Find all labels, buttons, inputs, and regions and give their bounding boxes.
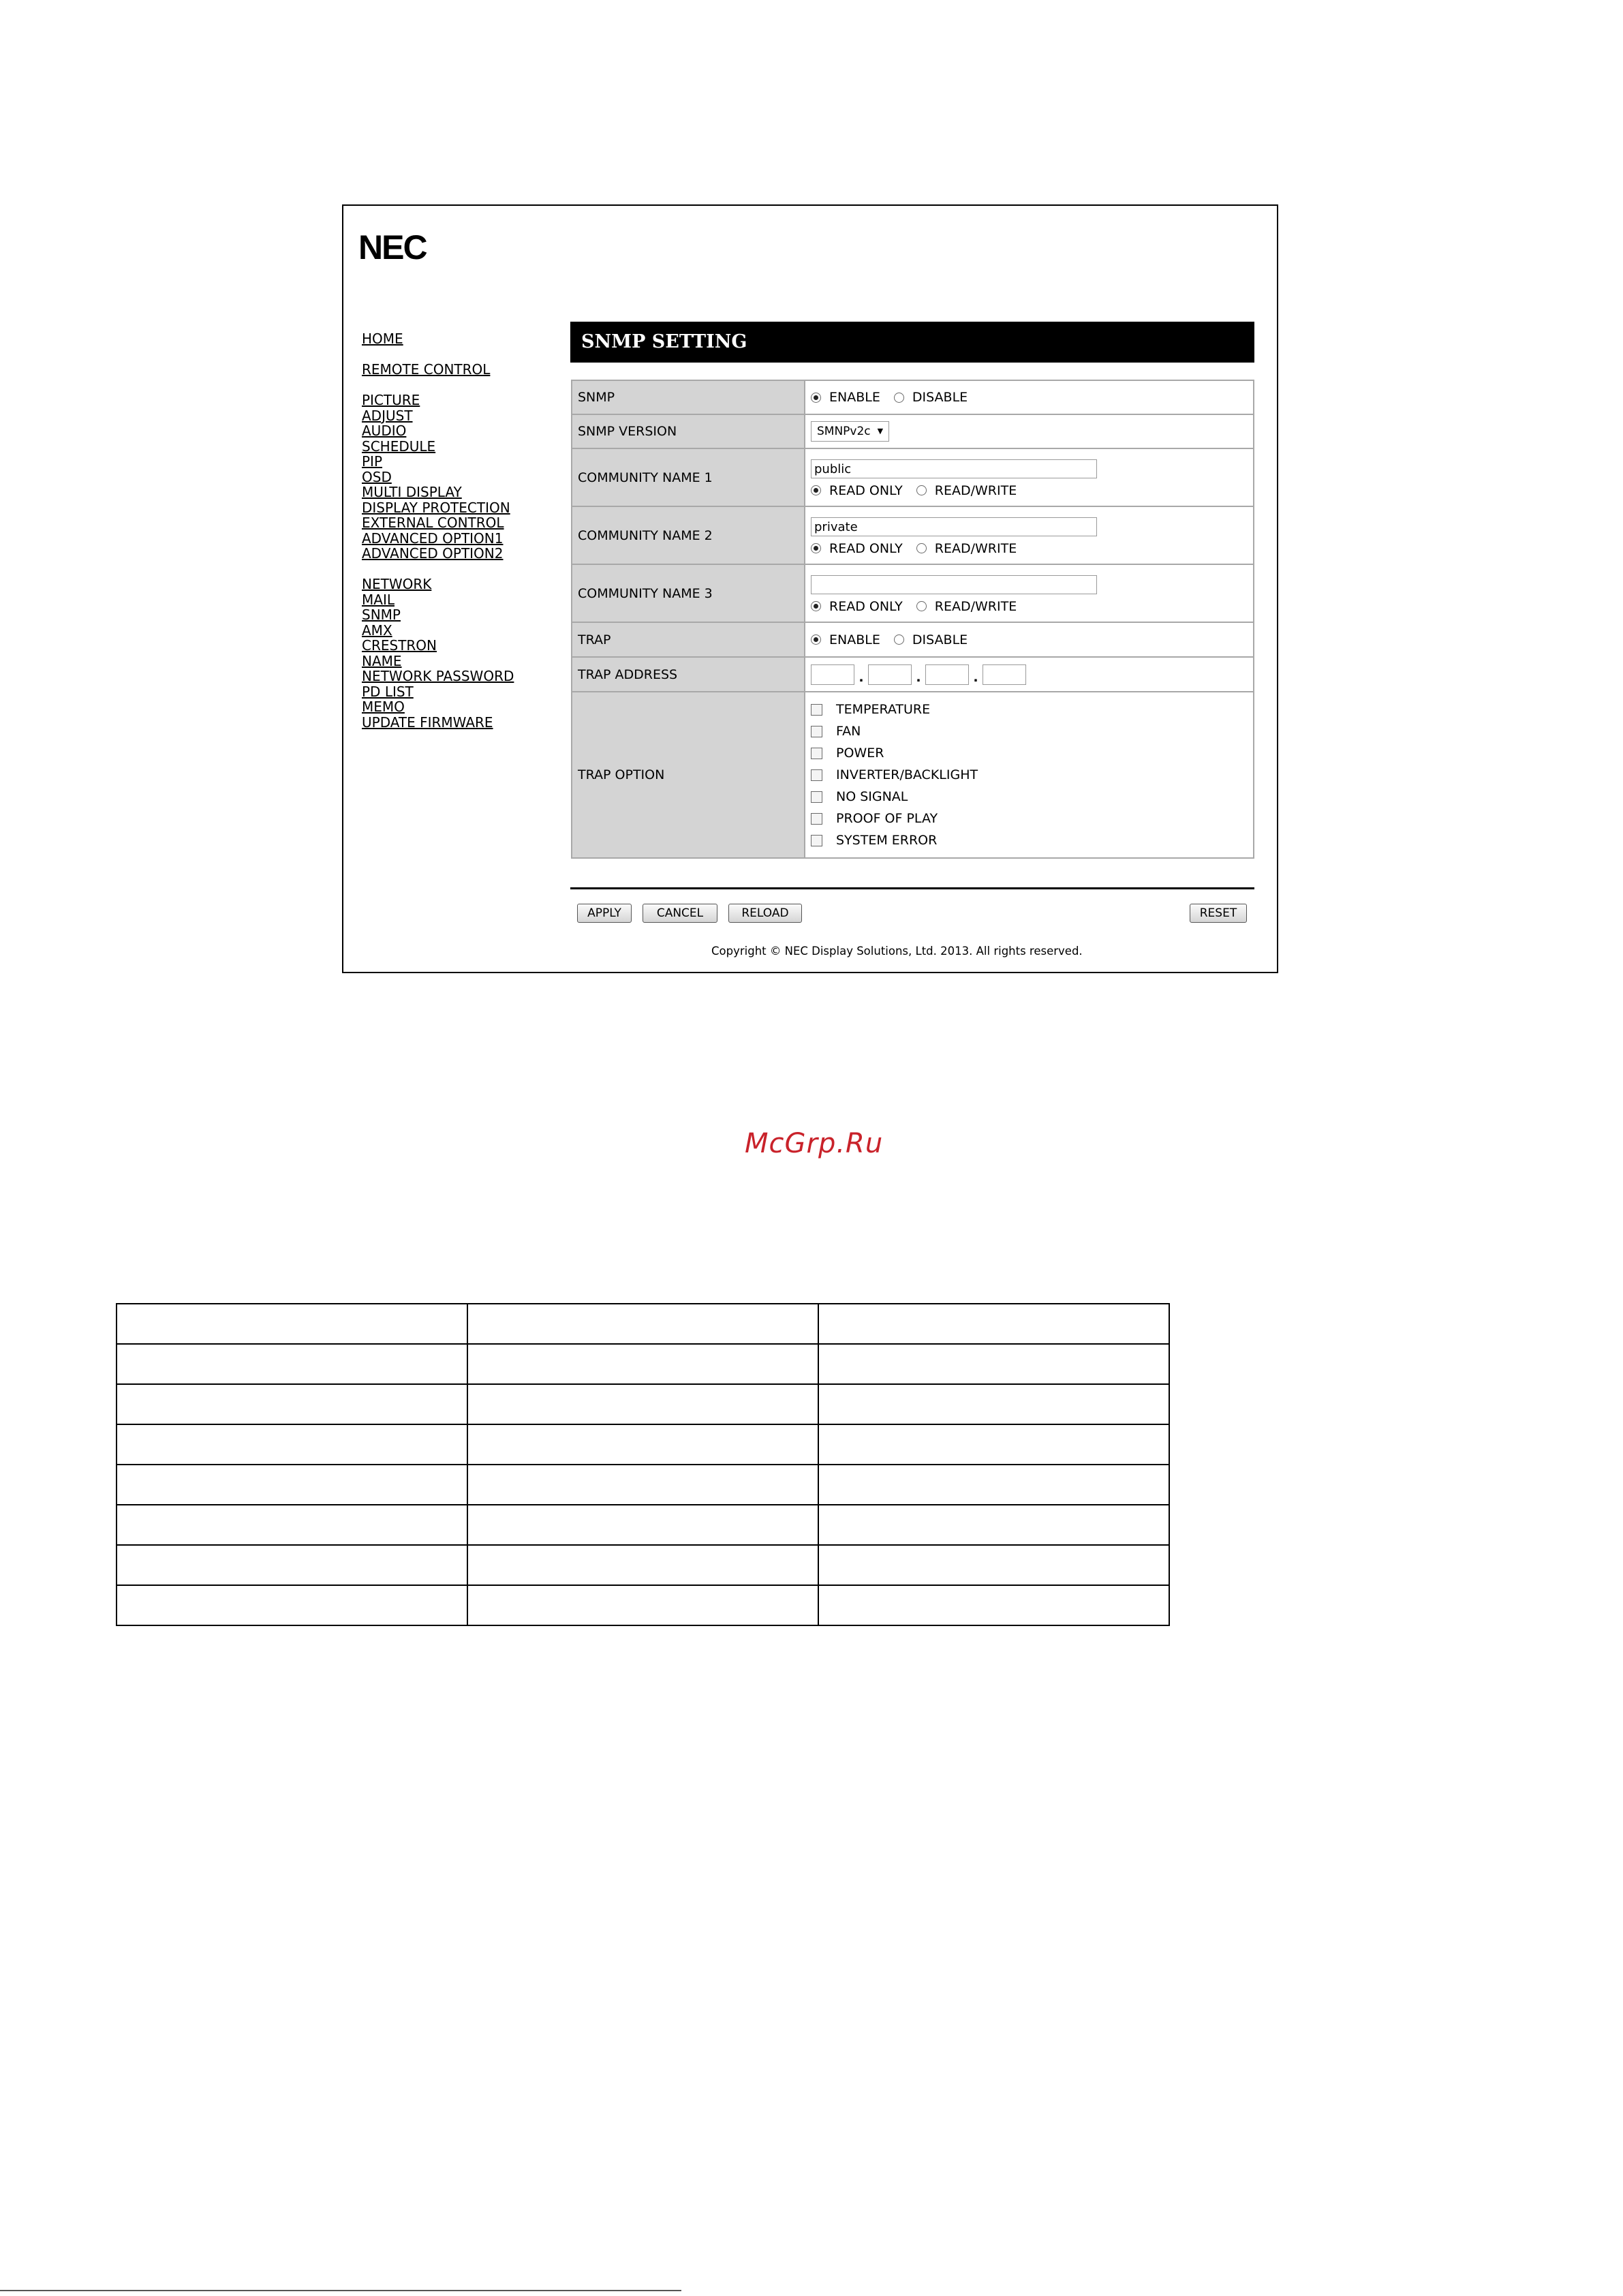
divider bbox=[570, 887, 1254, 889]
nav-memo[interactable]: MEMO bbox=[362, 699, 405, 715]
community-1-read-only-radio[interactable] bbox=[811, 485, 821, 495]
table-cell bbox=[818, 1304, 1169, 1344]
trap-enable-label: ENABLE bbox=[829, 632, 880, 647]
proof-of-play-checkbox[interactable] bbox=[811, 813, 822, 825]
table-cell bbox=[117, 1545, 467, 1585]
temperature-checkbox[interactable] bbox=[811, 704, 822, 716]
power-checkbox[interactable] bbox=[811, 748, 822, 759]
table-cell bbox=[467, 1585, 818, 1625]
sidebar-nav bbox=[362, 331, 514, 730]
table-cell bbox=[467, 1344, 818, 1384]
table-row bbox=[117, 1585, 1169, 1625]
trap-label: TRAP bbox=[572, 622, 805, 657]
page-title: SNMP SETTING bbox=[570, 322, 1254, 363]
inverter-backlight-checkbox[interactable] bbox=[811, 769, 822, 781]
ip-separator: . bbox=[973, 669, 978, 685]
table-row bbox=[117, 1424, 1169, 1465]
trap-option-label: TRAP OPTION bbox=[572, 692, 805, 858]
community-3-read-write-label: READ/WRITE bbox=[934, 598, 1017, 614]
trap-enable-radio[interactable] bbox=[811, 634, 821, 645]
table-cell bbox=[467, 1384, 818, 1424]
table-cell bbox=[818, 1545, 1169, 1585]
community-1-read-only-label: READ ONLY bbox=[829, 483, 903, 498]
community-name-3-input[interactable] bbox=[811, 575, 1097, 594]
no-signal-checkbox[interactable] bbox=[811, 791, 822, 803]
community-3-read-only-label: READ ONLY bbox=[829, 598, 903, 614]
snmp-enable-radio[interactable] bbox=[811, 393, 821, 403]
community-2-read-only-radio[interactable] bbox=[811, 543, 821, 553]
nav-network[interactable]: NETWORK bbox=[362, 576, 432, 592]
nav-network-password[interactable]: NETWORK PASSWORD bbox=[362, 668, 514, 684]
nav-crestron[interactable]: CRESTRON bbox=[362, 637, 437, 654]
table-cell bbox=[467, 1465, 818, 1505]
table-cell bbox=[818, 1465, 1169, 1505]
nav-snmp[interactable]: SNMP bbox=[362, 607, 401, 623]
community-name-2-input[interactable] bbox=[811, 517, 1097, 536]
community-1-read-write-label: READ/WRITE bbox=[934, 483, 1017, 498]
table-cell bbox=[117, 1585, 467, 1625]
trap-disable-radio[interactable] bbox=[894, 634, 904, 645]
nav-display-protection[interactable]: DISPLAY PROTECTION bbox=[362, 499, 510, 516]
nav-pip[interactable]: PIP bbox=[362, 453, 383, 470]
snmp-label: SNMP bbox=[572, 380, 805, 414]
system-error-label: SYSTEM ERROR bbox=[836, 833, 938, 848]
nav-advanced-option2[interactable]: ADVANCED OPTION2 bbox=[362, 545, 504, 562]
nav-picture[interactable]: PICTURE bbox=[362, 392, 420, 408]
table-cell bbox=[818, 1505, 1169, 1545]
community-3-read-write-radio[interactable] bbox=[916, 601, 927, 611]
trap-address-octet-4[interactable] bbox=[983, 664, 1026, 685]
screenshot-frame bbox=[342, 204, 1278, 973]
snmp-version-select[interactable] bbox=[811, 421, 889, 442]
trap-address-label: TRAP ADDRESS bbox=[572, 657, 805, 692]
apply-button[interactable]: APPLY bbox=[577, 904, 632, 923]
nav-external-control[interactable]: EXTERNAL CONTROL bbox=[362, 515, 504, 531]
community-name-2-label: COMMUNITY NAME 2 bbox=[572, 506, 805, 564]
fan-label: FAN bbox=[836, 724, 861, 739]
table-cell bbox=[117, 1424, 467, 1465]
table-cell bbox=[117, 1505, 467, 1545]
table-cell bbox=[467, 1505, 818, 1545]
table-cell bbox=[818, 1585, 1169, 1625]
cancel-button[interactable]: CANCEL bbox=[643, 904, 717, 923]
table-row bbox=[117, 1384, 1169, 1424]
table-cell bbox=[117, 1304, 467, 1344]
table-cell bbox=[818, 1424, 1169, 1465]
nav-audio[interactable]: AUDIO bbox=[362, 423, 407, 439]
chevron-down-icon: ▼ bbox=[877, 427, 884, 435]
snmp-settings-table bbox=[571, 380, 1254, 859]
nav-schedule[interactable]: SCHEDULE bbox=[362, 438, 436, 455]
table-row bbox=[117, 1344, 1169, 1384]
community-2-read-write-label: READ/WRITE bbox=[934, 540, 1017, 556]
trap-address-octet-2[interactable] bbox=[868, 664, 912, 685]
trap-address-octet-1[interactable] bbox=[811, 664, 854, 685]
fan-checkbox[interactable] bbox=[811, 726, 822, 737]
table-row bbox=[117, 1545, 1169, 1585]
trap-address-octet-3[interactable] bbox=[925, 664, 969, 685]
community-name-3-label: COMMUNITY NAME 3 bbox=[572, 564, 805, 622]
nav-adjust[interactable]: ADJUST bbox=[362, 407, 413, 424]
system-error-checkbox[interactable] bbox=[811, 835, 822, 846]
community-name-1-input[interactable] bbox=[811, 459, 1097, 478]
no-signal-label: NO SIGNAL bbox=[836, 789, 908, 804]
community-1-read-write-radio[interactable] bbox=[916, 485, 927, 495]
nav-pd-list[interactable]: PD LIST bbox=[362, 683, 414, 700]
snmp-version-label: SNMP VERSION bbox=[572, 414, 805, 448]
reload-button[interactable]: RELOAD bbox=[728, 904, 802, 923]
proof-of-play-label: PROOF OF PLAY bbox=[836, 811, 938, 826]
table-cell bbox=[467, 1424, 818, 1465]
table-row bbox=[117, 1505, 1169, 1545]
nec-logo: NEC bbox=[358, 228, 427, 266]
table-cell bbox=[818, 1384, 1169, 1424]
snmp-enable-label: ENABLE bbox=[829, 390, 880, 405]
reset-button[interactable]: RESET bbox=[1190, 904, 1247, 923]
snmp-version-value: SMNPv2c bbox=[817, 425, 871, 438]
table-cell bbox=[117, 1384, 467, 1424]
snmp-disable-radio[interactable] bbox=[894, 393, 904, 403]
community-3-read-only-radio[interactable] bbox=[811, 601, 821, 611]
table-cell bbox=[467, 1545, 818, 1585]
nav-mail[interactable]: MAIL bbox=[362, 591, 395, 608]
table-cell bbox=[117, 1344, 467, 1384]
table-row bbox=[117, 1304, 1169, 1344]
ip-separator: . bbox=[859, 669, 864, 685]
trap-disable-label: DISABLE bbox=[912, 632, 968, 647]
nav-osd[interactable]: OSD bbox=[362, 468, 392, 485]
snmp-disable-label: DISABLE bbox=[912, 390, 968, 405]
table-cell bbox=[467, 1304, 818, 1344]
ip-separator: . bbox=[916, 669, 921, 685]
nav-amx[interactable]: AMX bbox=[362, 622, 392, 639]
temperature-label: TEMPERATURE bbox=[836, 702, 931, 717]
nav-name[interactable]: NAME bbox=[362, 652, 402, 669]
community-2-read-write-radio[interactable] bbox=[916, 543, 927, 553]
page-edge-line bbox=[0, 2290, 681, 2291]
table-cell bbox=[818, 1344, 1169, 1384]
nav-advanced-option1[interactable]: ADVANCED OPTION1 bbox=[362, 530, 504, 547]
nav-update-firmware[interactable]: UPDATE FIRMWARE bbox=[362, 714, 493, 731]
copyright-text: Copyright © NEC Display Solutions, Ltd. 2013. All rights reserved. bbox=[711, 945, 1083, 958]
empty-table bbox=[116, 1303, 1170, 1626]
table-cell bbox=[117, 1465, 467, 1505]
community-2-read-only-label: READ ONLY bbox=[829, 540, 903, 556]
watermark: McGrp.Ru bbox=[745, 1128, 884, 1159]
nav-multi-display[interactable]: MULTI DISPLAY bbox=[362, 484, 462, 500]
community-name-1-label: COMMUNITY NAME 1 bbox=[572, 448, 805, 506]
inverter-backlight-label: INVERTER/BACKLIGHT bbox=[836, 767, 978, 782]
power-label: POWER bbox=[836, 746, 884, 761]
nav-remote-control[interactable]: REMOTE CONTROL bbox=[362, 361, 491, 378]
nav-home[interactable]: HOME bbox=[362, 331, 403, 347]
table-row bbox=[117, 1465, 1169, 1505]
